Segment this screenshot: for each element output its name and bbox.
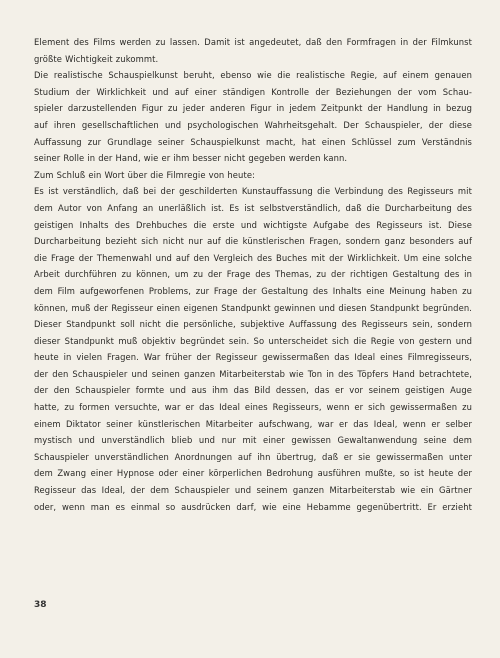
- text-line: Auffassung zur Grundlage seiner Schauspielkunst macht, hat einen Schlüssel zum Verständnis: [34, 136, 472, 147]
- text-line: auf ihren gesellschaftlichen und psychologischen Wahrheitsgehalt. Der Schauspieler, der diese: [34, 119, 472, 130]
- text-line: größte Wichtigkeit zukommt.: [34, 53, 159, 64]
- text-line: Es ist verständlich, daß bei der geschilderten Kunstauffassung die Verbindung des Regisseurs mit: [34, 186, 472, 197]
- text-line: Schauspieler unverständlichen Anordnungen auf ihn übertrug, daß er sie gewissermaßen unter: [34, 451, 472, 462]
- text-line: oder, wenn man es einmal so ausdrücken darf, wie eine Hebamme gegenübertritt. Er erzieht: [34, 501, 472, 512]
- text-line: der den Schauspieler formte und aus ihm das Bild dessen, das er vor seinem geistigen Auge: [34, 385, 472, 396]
- text-line: mystisch und unverständlich blieb und nur mit einer gewissen Gewaltanwendung seine dem: [34, 435, 472, 446]
- text-line: Regisseur das Ideal, der dem Schauspieler und seinem ganzen Mitarbeiterstab wie ein Gärtner: [34, 485, 472, 496]
- text-line: Die realistische Schauspielkunst beruht, ebenso wie die realistische Regie, auf einem genauen: [34, 70, 472, 81]
- text-line: Durcharbeitung bezieht sich nicht nur auf die künstlerischen Fragen, sondern ganz besonders auf: [34, 236, 472, 247]
- text-line: die Frage der Themenwahl und auf den Vergleich des Buches mit der Wirklichkeit. Um eine solche: [34, 252, 472, 263]
- text-line: können, muß der Regisseur einen eigenen Standpunkt gewinnen und diesen Standpunkt begründen.: [34, 302, 472, 313]
- text-line: hatte, zu formen versuchte, war er das Ideal eines Regisseurs, wenn er sich gewissermaßen zu: [34, 402, 472, 413]
- text-line: geistigen Inhalts des Drehbuches die erste und wichtigste Aufgabe des Regisseurs ist. Diese: [34, 219, 472, 230]
- text-line: Zum Schluß ein Wort über die Filmregie von heute:: [34, 169, 256, 180]
- text-line: seiner Rolle in der Hand, wie er ihm besser nicht gegeben werden kann.: [34, 153, 348, 164]
- body-text: [34, 34, 472, 515]
- text-line: dem Autor von Anfang an unerläßlich ist. Es ist selbstverständlich, daß die Durcharbeitung des: [34, 202, 472, 213]
- text-line: der den Schauspieler und seinen ganzen Mitarbeiterstab wie Ton in des Töpfers Hand betrachtete,: [34, 368, 472, 379]
- text-line: dieser Standpunkt muß objektiv begründet sein. So unterscheidet sich die Regie von gestern und: [34, 335, 472, 346]
- text-line: dem Zwang einer Hypnose oder einer körperlichen Bedrohung ausführen mußte, so ist heute der: [34, 468, 472, 479]
- text-line: Arbeit durchführen zu können, um zu der Frage des Themas, zu der richtigen Gestaltung des in: [34, 269, 472, 280]
- text-line: Dieser Standpunkt soll nicht die persönliche, subjektive Auffassung des Regisseurs sein, sondern: [34, 319, 472, 330]
- text-line: Studium der Wirklichkeit und auf einer ständigen Kontrolle der Beziehungen der vom Schau-: [34, 86, 472, 97]
- text-line: Element des Films werden zu lassen. Damit ist angedeutet, daß den Formfragen in der Filmkunst: [34, 37, 472, 47]
- page-number: 38: [34, 600, 47, 610]
- text-line: einem Diktator seiner künstlerischen Mitarbeiter aufschwang, war er das Ideal, wenn er selber: [34, 418, 472, 429]
- text-line: heute in vielen Fragen. War früher der Regisseur gewissermaßen das Ideal eines Filmregisseurs,: [34, 352, 472, 363]
- text-line: spieler darzustellenden Figur zu jeder anderen Figur in jedem Zeitpunkt der Handlung in bezug: [34, 103, 472, 114]
- text-line: dem Film aufgeworfenen Problems, zur Frage der Gestaltung des Inhalts eine Meinung haben zu: [34, 285, 472, 296]
